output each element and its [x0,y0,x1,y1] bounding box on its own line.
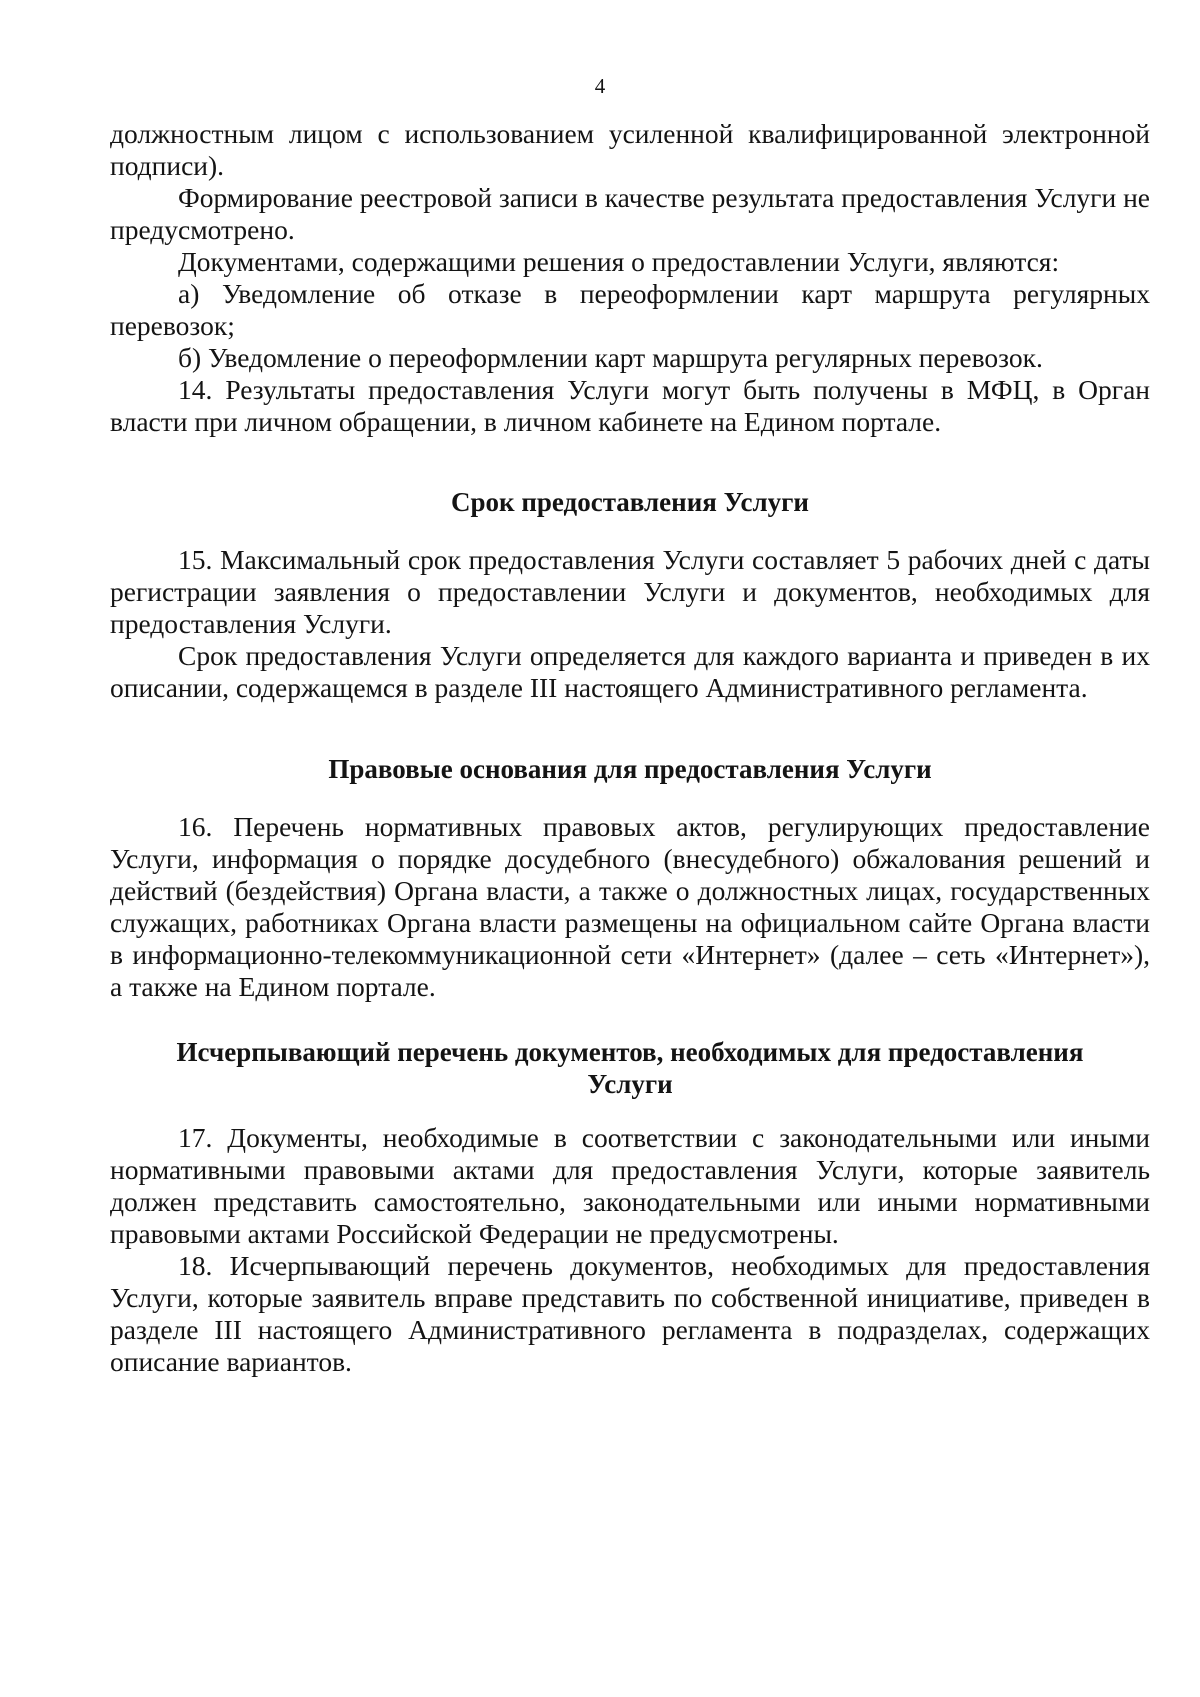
list-item-reissue-notice: б) Уведомление о переоформлении карт маршрута регулярных перевозок. [178,342,1043,373]
list-item-refusal-notice: а) Уведомление об отказе в переоформлении карт маршрута регулярных перевозок; [110,278,1150,341]
document-body [110,118,1150,1378]
paragraph-term-by-variant: Срок предоставления Услуги определяется для каждого варианта и приведен в их описании, содержащемся в разделе III настоящего Административного регламента. [110,640,1150,703]
paragraph-item-16: 16. Перечень нормативных правовых актов, регулирующих предоставление Услуги, информация о порядке досудебного (внесудебного) обжалования решений и действий (бездействия) Органа власти, а также о должностных лицах, государственных служащих, работниках Органа власти размещены на официальном сайте Органа власти в информационно-телекоммуникационной сети «Интернет» (далее – сеть «Интернет»), а также на Едином портале. [110,811,1150,1002]
paragraph-registry-record: Формирование реестровой записи в качестве результата предоставления Услуги не предусмотрено. [110,182,1150,245]
paragraph-item-15: 15. Максимальный срок предоставления Услуги составляет 5 рабочих дней с даты регистрации заявления о предоставлении Услуги и документов, необходимых для предоставления Услуги. [110,544,1150,639]
paragraph-item-17: 17. Документы, необходимые в соответствии с законодательными или иными нормативными правовыми актами для предоставления Услуги, которые заявитель должен представить самостоятельно, законодательными или иными нормативными правовыми актами Российской Федерации не предусмотрены. [110,1122,1150,1249]
section-heading-legal-grounds: Правовые основания для предоставления Услуги [328,754,932,784]
section-heading-term: Срок предоставления Услуги [451,487,809,517]
section-heading-documents-list: Исчерпывающий перечень документов, необходимых для предоставления Услуги [176,1037,1084,1099]
paragraph-signature-continuation: должностным лицом с использованием усиленной квалифицированной электронной подписи). [110,118,1150,181]
page-number: 4 [594,74,606,98]
paragraph-item-18: 18. Исчерпывающий перечень документов, необходимых для предоставления Услуги, которые заявитель вправе представить по собственной инициативе, приведен в разделе III настоящего Административного регламента в подразделах, содержащих описание вариантов. [110,1250,1150,1377]
paragraph-decision-documents: Документами, содержащими решения о предоставлении Услуги, являются: [178,246,1060,277]
paragraph-item-14: 14. Результаты предоставления Услуги могут быть получены в МФЦ, в Орган власти при личном обращении, в личном кабинете на Едином портале. [110,374,1150,437]
